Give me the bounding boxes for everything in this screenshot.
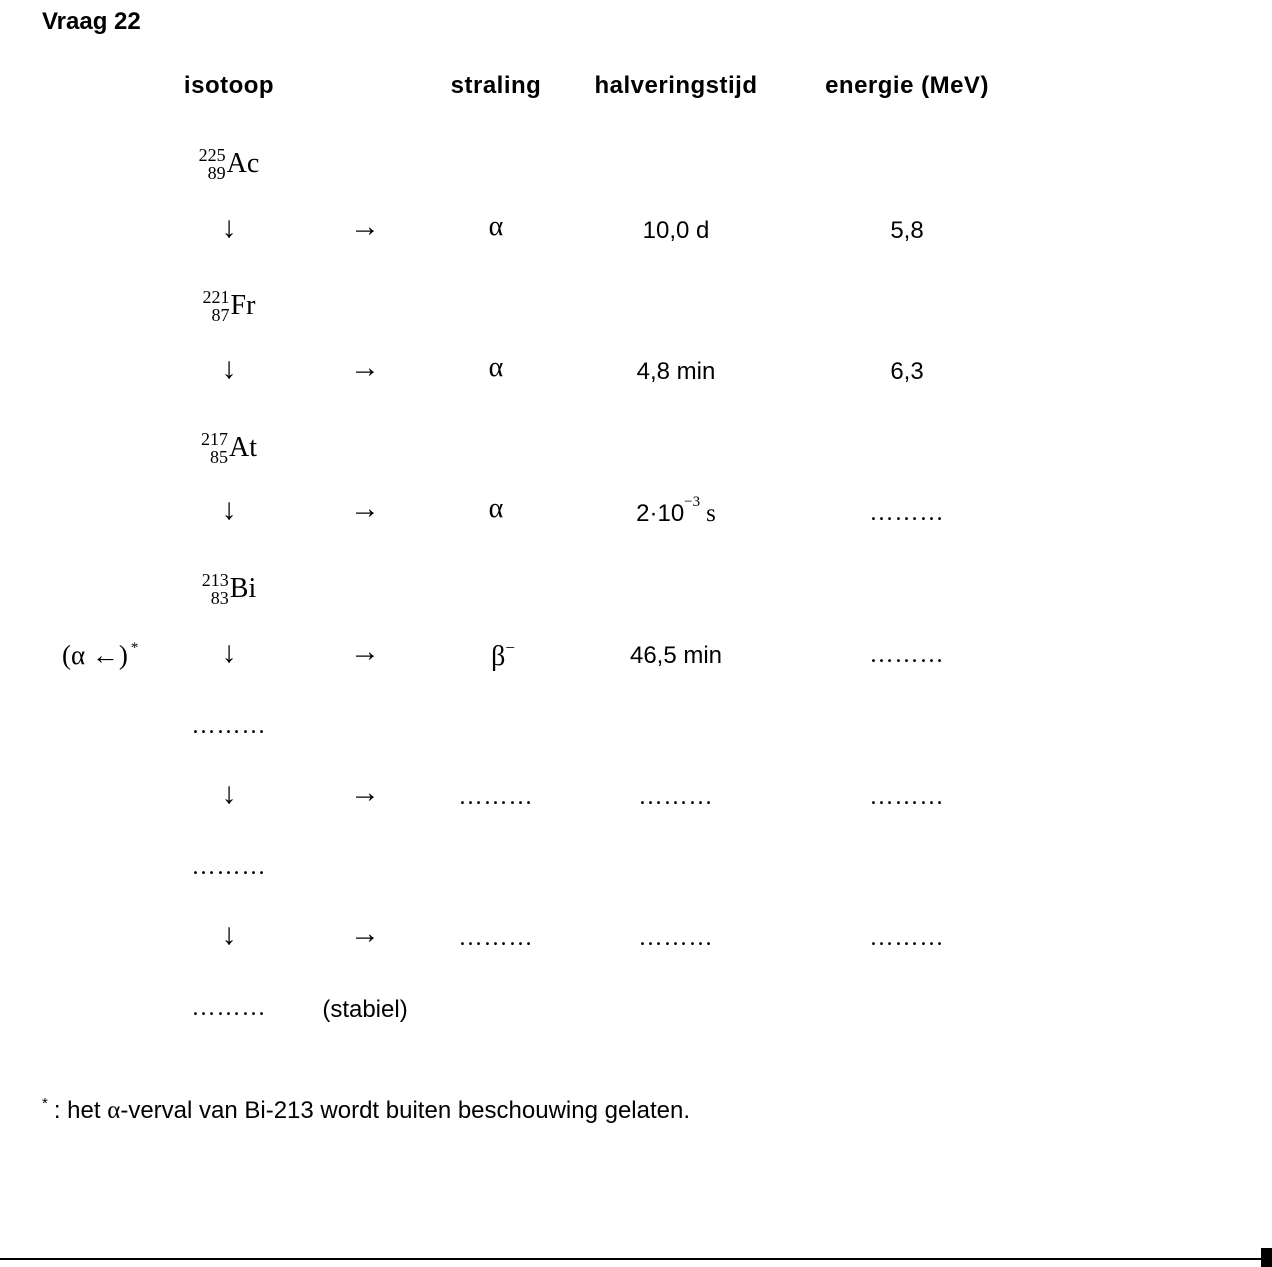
- element-symbol: Ac: [226, 148, 260, 179]
- element-symbol: Bi: [229, 573, 257, 604]
- halveringstijd-blank: ………: [638, 925, 714, 951]
- straling-value: [491, 638, 515, 673]
- straling-value: α: [488, 493, 504, 524]
- energie-value: 5,8: [890, 217, 924, 244]
- down-arrow-icon: ↓: [221, 493, 237, 526]
- right-arrow-icon: →: [350, 210, 380, 243]
- header-halveringstijd: halveringstijd: [594, 72, 758, 99]
- header-isotoop: isotoop: [183, 72, 275, 99]
- mass-number: 221: [202, 287, 230, 307]
- down-arrow-icon: ↓: [221, 777, 237, 810]
- side-note-close: ): [118, 640, 128, 670]
- right-arrow-icon: →: [350, 635, 380, 668]
- footnote-alpha: α: [107, 1097, 121, 1124]
- footnote-text-a: : het: [53, 1097, 108, 1124]
- halveringstijd-value: 4,8 min: [636, 358, 716, 385]
- energie-value: 6,3: [890, 358, 924, 385]
- right-arrow-icon: →: [350, 776, 380, 809]
- straling-blank: ………: [458, 784, 534, 810]
- nuclide-ac-225: [199, 146, 260, 182]
- footnote: [42, 1097, 690, 1125]
- bottom-rule: [0, 1258, 1262, 1260]
- down-arrow-icon: ↓: [221, 918, 237, 951]
- footnote-star: *: [42, 1095, 48, 1112]
- nuclide-bi-213: [202, 571, 256, 607]
- side-note-open: (α: [62, 640, 92, 670]
- alpha-side-note: [62, 640, 138, 671]
- down-arrow-icon: ↓: [221, 352, 237, 385]
- halveringstijd-exponent: −3: [684, 494, 701, 510]
- mass-number: 213: [201, 570, 229, 590]
- atomic-number: 83: [210, 588, 229, 608]
- energie-blank: ………: [869, 784, 945, 810]
- header-energie: energie (MeV): [825, 72, 989, 99]
- header-straling: straling: [450, 72, 542, 99]
- bottom-corner-mark: [1261, 1248, 1272, 1267]
- left-arrow-icon: ←: [91, 640, 119, 670]
- halveringstijd-value: 46,5 min: [629, 642, 723, 669]
- footnote-text-b: -verval van Bi-213 wordt buiten beschouwing gelaten.: [120, 1097, 690, 1124]
- straling-value: α: [488, 211, 504, 242]
- energie-blank: ………: [869, 925, 945, 951]
- energie-blank: ………: [869, 500, 945, 526]
- right-arrow-icon: →: [350, 492, 380, 525]
- down-arrow-icon: ↓: [221, 636, 237, 669]
- down-arrow-icon: ↓: [221, 211, 237, 244]
- mass-number: 225: [198, 145, 226, 165]
- straling-charge: −: [505, 638, 515, 657]
- halveringstijd-unit: s: [706, 500, 716, 527]
- straling-beta: β: [491, 641, 506, 672]
- right-arrow-icon: →: [350, 917, 380, 950]
- energie-blank: ………: [869, 642, 945, 668]
- blank-isotope: ………: [191, 995, 267, 1021]
- right-arrow-icon: →: [350, 351, 380, 384]
- question-title: Vraag 22: [42, 8, 141, 35]
- halveringstijd-base: 2·10: [636, 500, 685, 527]
- side-note-star: *: [130, 640, 139, 656]
- blank-isotope: ………: [191, 713, 267, 739]
- straling-blank: ………: [458, 925, 534, 951]
- atomic-number: 87: [211, 305, 230, 325]
- straling-value: α: [488, 352, 504, 383]
- atomic-number: 85: [210, 447, 228, 467]
- halveringstijd-value: [636, 494, 716, 528]
- element-symbol: At: [229, 432, 257, 463]
- stabiel-label: (stabiel): [322, 996, 408, 1023]
- nuclide-fr-221: [203, 288, 256, 324]
- blank-isotope: ………: [191, 854, 267, 880]
- nuclide-at-217: [201, 430, 257, 466]
- mass-number: 217: [201, 429, 228, 449]
- element-symbol: Fr: [230, 290, 256, 321]
- halveringstijd-value: 10,0 d: [642, 217, 710, 244]
- atomic-number: 89: [207, 163, 226, 183]
- halveringstijd-blank: ………: [638, 784, 714, 810]
